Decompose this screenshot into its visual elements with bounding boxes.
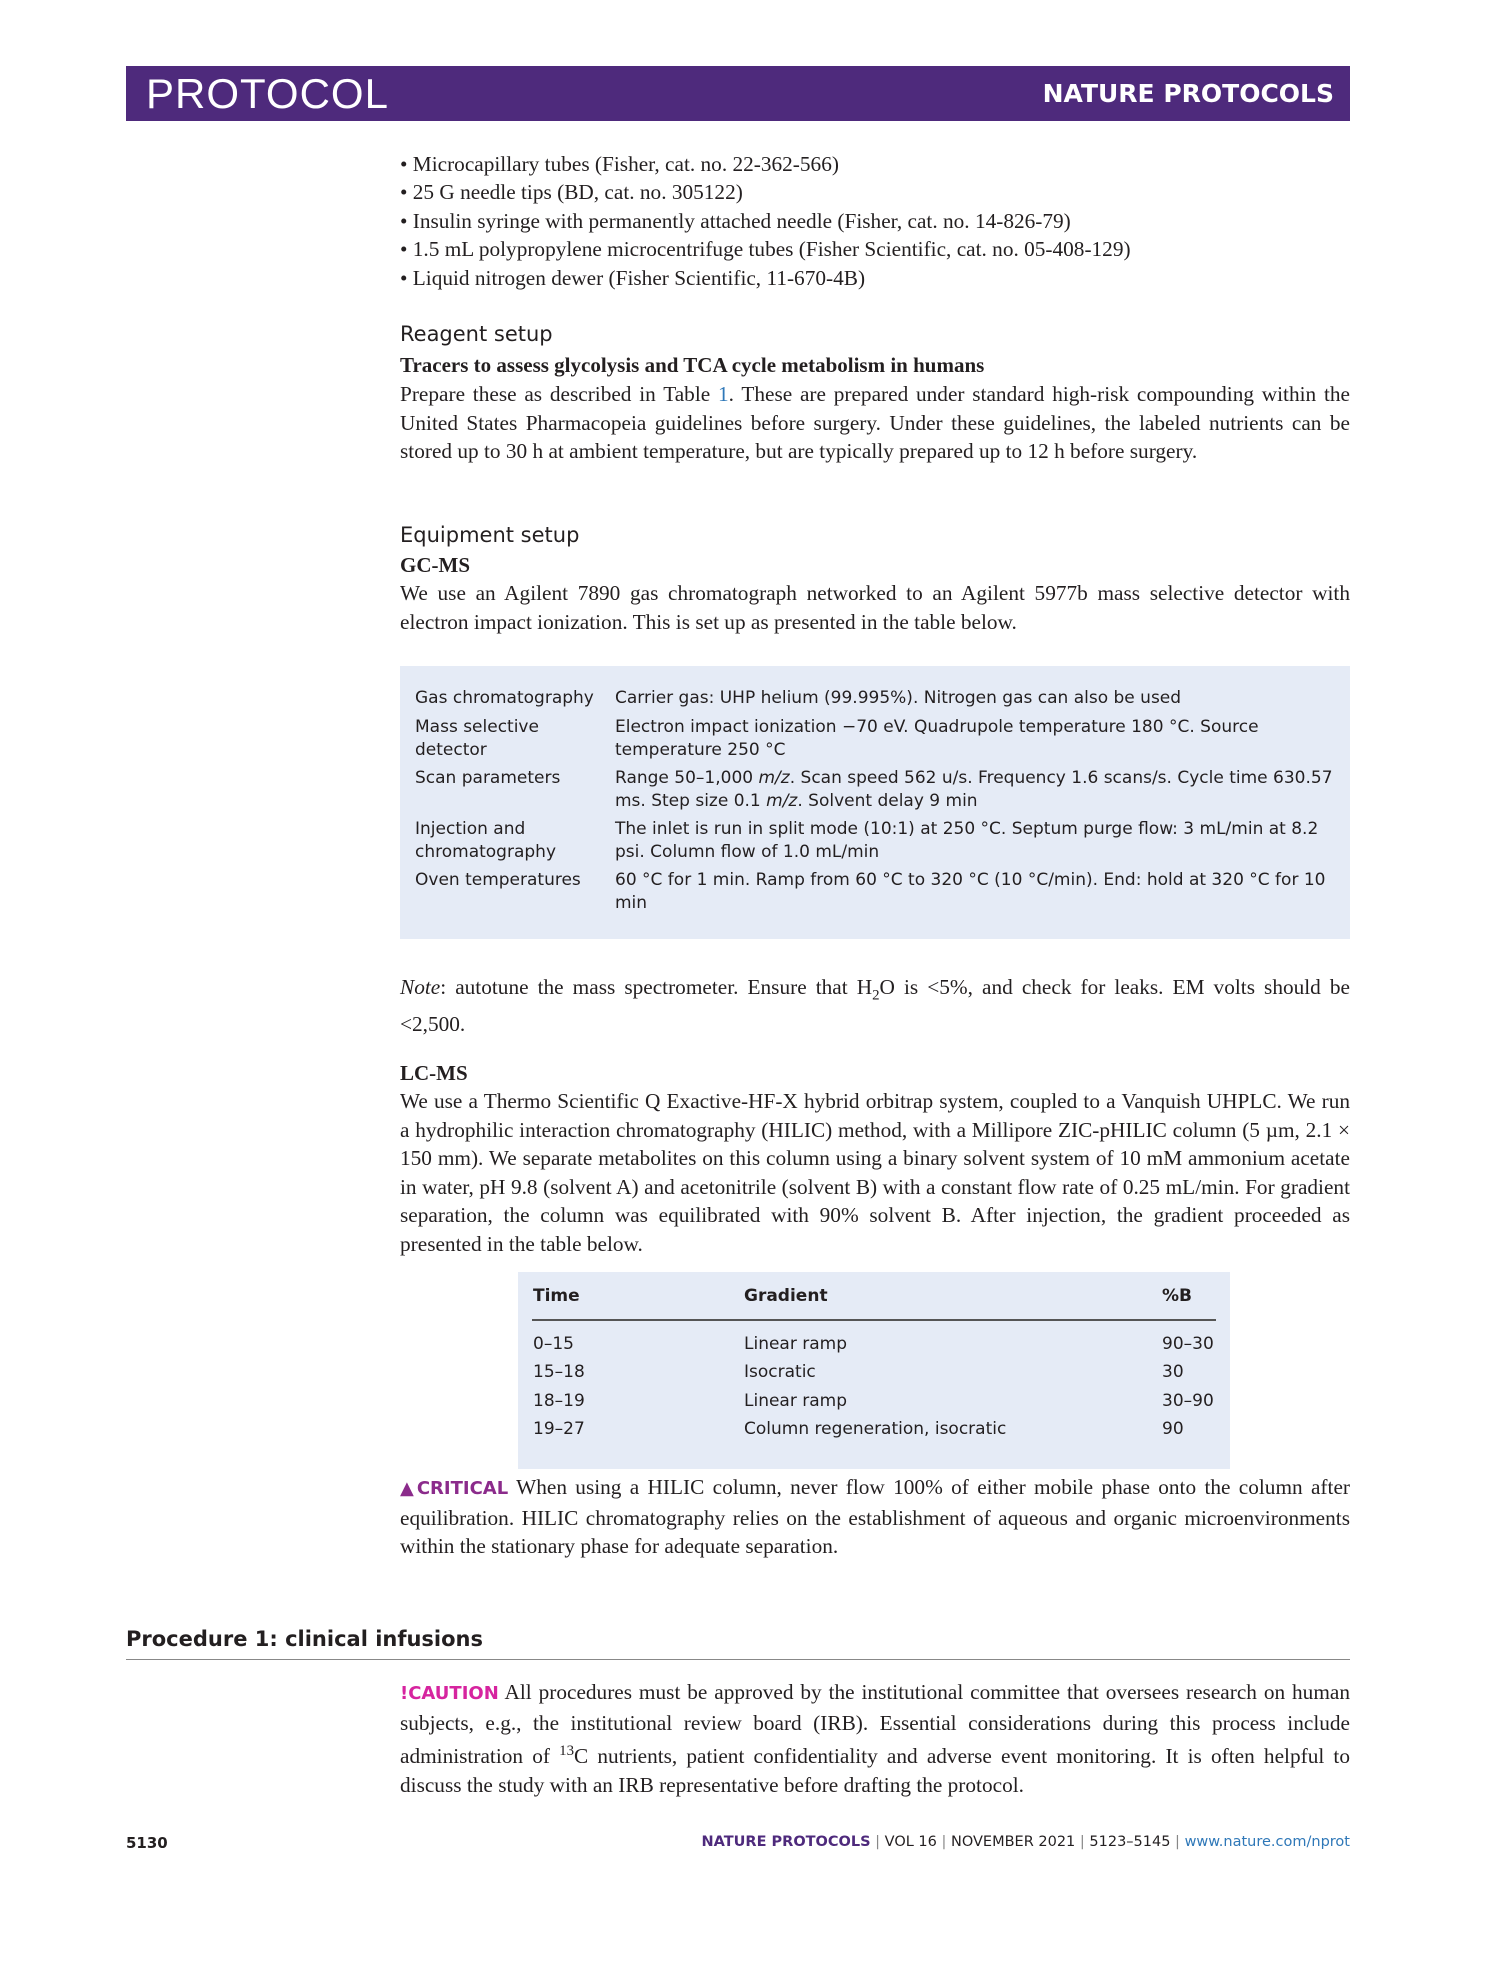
journal-url-link[interactable]: www.nature.com/nprot — [1184, 1834, 1350, 1850]
footer-citation: NATURE PROTOCOLS | VOL 16 | NOVEMBER 2021 | 5123–5145 | www.nature.com/nprot — [701, 1834, 1350, 1850]
column-header-percent-b: %B — [1162, 1286, 1192, 1306]
lc-gradient-table — [518, 1272, 1230, 1469]
column-header-gradient: Gradient — [744, 1286, 828, 1306]
equipment-bullet-list — [400, 150, 1350, 292]
list-item: • Microcapillary tubes (Fisher, cat. no. 22-362-566) — [400, 152, 839, 176]
table-cell: 19–27 — [533, 1419, 585, 1439]
critical-note: ▲CRITICAL When using a HILIC column, never flow 100% of either mobile phase onto the column after equilibration. HILIC chromatography relies on the establishment of aqueous and organic microenvironments within the stationary phase for adequate separation. — [400, 1475, 1350, 1559]
caution-note: !CAUTION All procedures must be approved by the institutional committee that oversees research on human subjects, e.g., the institutional review board (IRB). Essential considerations during this process include administration of $^{13}$C nutrients, patient confidentiality and adverse event monitoring. It is often helpful to discuss the study with an IRB representative before drafting the protocol. — [400, 1680, 1351, 1797]
table-cell: Isocratic — [744, 1362, 816, 1382]
table-cell: Linear ramp — [744, 1334, 847, 1354]
header-section-label: PROTOCOL — [146, 70, 389, 117]
gcms-settings-table: Gas chromatography Carrier gas: UHP helium (99.995%). Nitrogen gas can also be used Mass selective detector Electron impact ionization −70 eV. Quadrupole temperature 180 °C. Source temperature 250 °C Scan parameters Range 50–1,000 m/z. Scan speed 562 u/s. Frequency 1.6 scans/s. Cycle time 630.57 ms. Step size 0.1 m/z. Solvent delay 9 min Injection and chromatography The inlet is run in split mode (10:1) at 250 °C. Septum purge flow: 3 mL/min at 8.2 psi. Column flow of 1.0 mL/min Oven temperatures 60 °C for 1 min. Ramp from 60 °C to 320 °C (10 °C/min). End: hold at 320 °C for 10 min — [400, 666, 1350, 939]
column-header-time: Time — [533, 1286, 580, 1306]
table-cell: Linear ramp — [744, 1391, 847, 1411]
reagent-paragraph: Prepare these as described in Table 1. These are prepared under standard high-risk compounding within the United States Pharmacopeia guidelines before surgery. Under these guidelines, the labeled nutrients can be stored up to 30 h at ambient temperature, but are typically prepared up to 12 h before surgery. — [400, 382, 1350, 464]
note-paragraph: Note: autotune the mass spectrometer. Ensure that $H_2O$ is <5%, and check for leaks. EM volts should be <2,500. — [400, 975, 1350, 1036]
tracers-subheading: Tracers to assess glycolysis and TCA cycle metabolism in humans — [400, 353, 985, 377]
equipment-setup-heading: Equipment setup — [400, 523, 580, 547]
procedure-title: Procedure 1: clinical infusions — [126, 1627, 484, 1651]
table-cell: 30–90 — [1162, 1391, 1214, 1411]
table-cell: 90–30 — [1162, 1334, 1214, 1354]
list-item: • Liquid nitrogen dewer (Fisher Scientific, 11-670-4B) — [400, 265, 866, 290]
page-header — [126, 66, 1350, 121]
lcms-heading: LC-MS — [400, 1061, 468, 1085]
table-cell: 90 — [1162, 1419, 1184, 1439]
lcms-paragraph: We use a Thermo Scientific Q Exactive-HF-X hybrid orbitrap system, coupled to a Vanquish UHPLC. We run a hydrophilic interaction chromatography (HILIC) method, with a Millipore ZIC-pHILIC column (5 µm, 2.1 × 150 mm). We separate metabolites on this column using a binary solvent system of 10 mM ammonium acetate in water, pH 9.8 (solvent A) and acetonitrile (solvent B) with a constant flow rate of 0.25 mL/min. For gradient separation, the column was equilibrated with 90% solvent B. After injection, the gradient proceeded as presented in the table below. — [400, 1089, 1350, 1256]
critical-label: ▲CRITICAL — [400, 1478, 509, 1499]
caution-label: !CAUTION — [400, 1683, 499, 1704]
gcms-paragraph: We use an Agilent 7890 gas chromatograph networked to an Agilent 5977b mass selective detector with electron impact ionization. This is set up as presented in the table below. — [400, 581, 1350, 634]
procedure-divider — [126, 1659, 1350, 1660]
page-number: 5130 — [126, 1834, 168, 1852]
scan-parameters-value: Range 50–1,000 m/z. Scan speed 562 u/s. Frequency 1.6 scans/s. Cycle time 630.57 ms. Step size 0.1 m/z. Solvent delay 9 min — [615, 768, 1333, 811]
list-item: • 25 G needle tips (BD, cat. no. 305122) — [400, 180, 743, 205]
table-cell: 18–19 — [533, 1391, 585, 1411]
table-cell: 30 — [1162, 1362, 1184, 1382]
table-cell: 15–18 — [533, 1362, 585, 1382]
header-journal-name: NATURE PROTOCOLS — [1042, 79, 1334, 108]
table-cell: Column regeneration, isocratic — [744, 1419, 1007, 1439]
table-cell: 0–15 — [533, 1334, 574, 1354]
list-item: • 1.5 mL polypropylene microcentrifuge tubes (Fisher Scientific, cat. no. 05-408-129) — [400, 237, 1131, 262]
reagent-setup-heading: Reagent setup — [400, 322, 553, 346]
header-divider — [532, 1319, 1216, 1321]
table-1-link[interactable]: 1 — [717, 382, 729, 406]
gcms-heading: GC-MS — [400, 553, 470, 577]
list-item: • Insulin syringe with permanently attached needle (Fisher, cat. no. 14-826-79) — [400, 208, 1071, 233]
